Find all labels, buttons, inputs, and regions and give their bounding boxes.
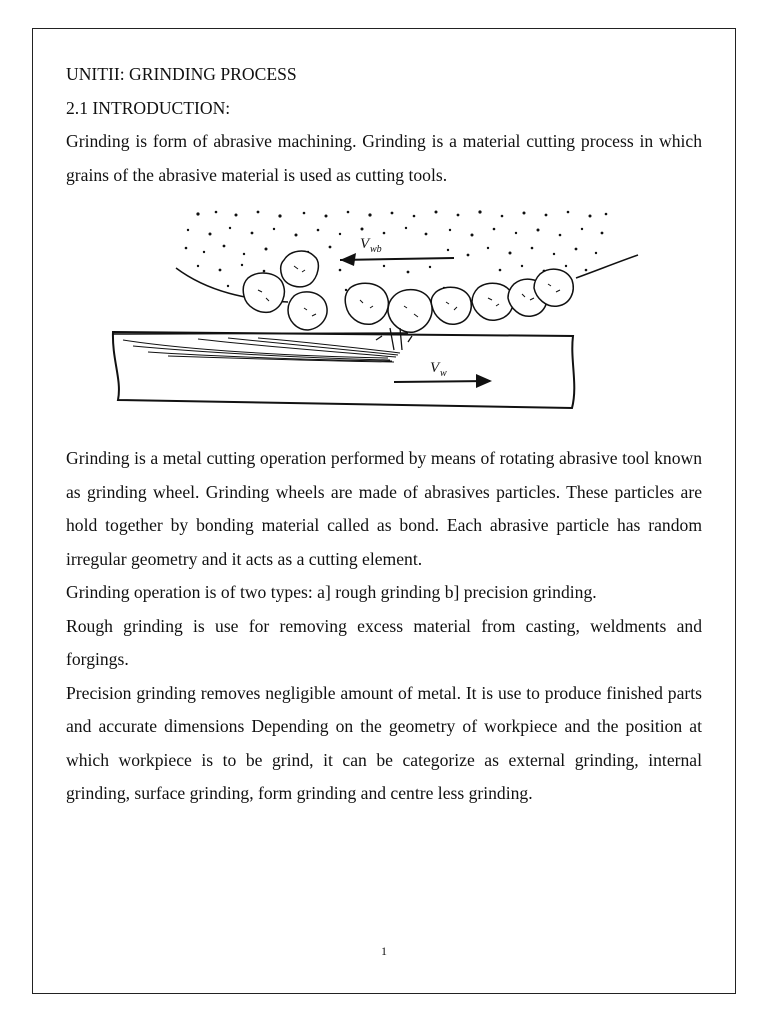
top-text-block bbox=[66, 58, 702, 192]
paragraph-grinding-wheel: Grinding is a metal cutting operation performed by means of rotating abrasive tool known as grinding wheel. Grinding wheels are made of abrasives particles. These particles are hold together by bonding material called as bond. Each abrasive particle has random irregular geometry and it acts as a cutting element. bbox=[66, 448, 702, 569]
wheel-velocity-label: V bbox=[360, 236, 370, 252]
work-velocity-sub: w bbox=[440, 368, 447, 379]
workpiece bbox=[113, 332, 574, 408]
wheel-velocity-arrow bbox=[340, 253, 454, 266]
wheel-velocity-sub: wb bbox=[370, 244, 382, 255]
work-velocity-label: V bbox=[430, 360, 440, 376]
paragraph-precision-grinding: Precision grinding removes negligible amount of metal. It is use to produce finished parts and accurate dimensions Depending on the geometry of workpiece and the position at which workpiece is to be grind, it can be categorize as external grinding, internal grinding, surface grinding, form grinding and centre less grinding. bbox=[66, 682, 702, 803]
page-number: 1 bbox=[381, 944, 387, 958]
grinding-diagram bbox=[108, 200, 648, 430]
abrasive-grains bbox=[243, 251, 573, 332]
body-text-block bbox=[66, 442, 702, 811]
paragraph-grinding-types: Grinding operation is of two types: a] rough grinding b] precision grinding. bbox=[66, 582, 597, 602]
section-heading: 2.1 INTRODUCTION: bbox=[66, 97, 231, 118]
intro-paragraph: Grinding is form of abrasive machining. Grinding is a material cutting process in which grains of the abrasive material is used as cutting tools. bbox=[66, 131, 702, 185]
paragraph-rough-grinding: Rough grinding is use for removing excess material from casting, weldments and forgings. bbox=[66, 615, 702, 669]
unit-title: UNITII: GRINDING PROCESS bbox=[66, 64, 297, 84]
